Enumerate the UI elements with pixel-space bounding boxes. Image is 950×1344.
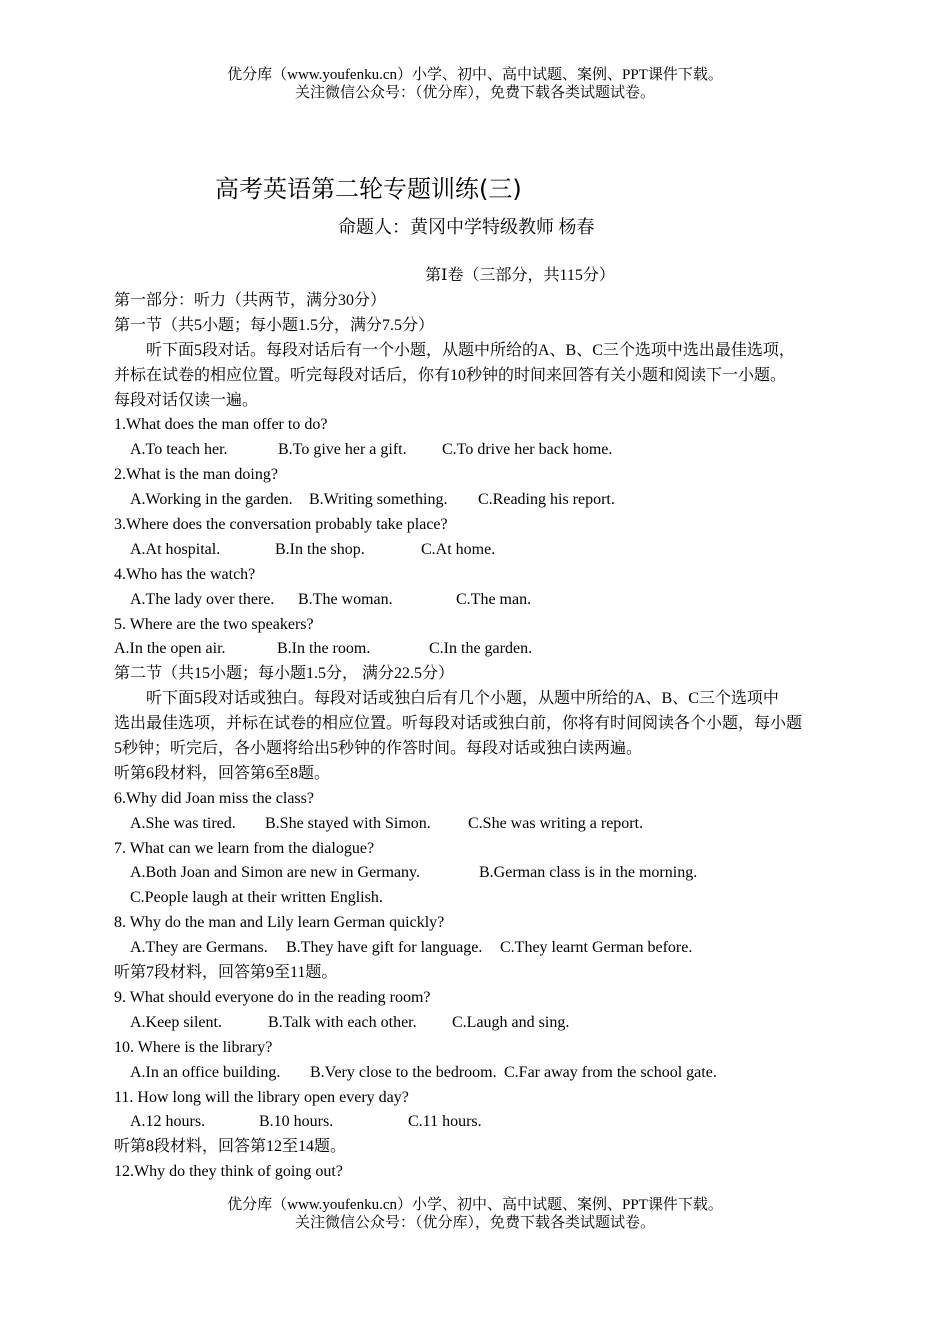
question-options [114, 438, 849, 463]
question-stem: 1.What does the man offer to do? [114, 416, 328, 434]
instruction-line: 5秒钟；听完后，各小题将给出5秒钟的作答时间。每段对话或独白读两遍。 [114, 740, 643, 758]
option-a: A.They are Germans. [130, 939, 268, 957]
header-line-2: 关注微信公众号：（优分库），免费下载各类试题试卷。 [294, 85, 655, 101]
material-heading: 听第6段材料，回答第6至8题。 [114, 764, 331, 782]
question-options [114, 1061, 849, 1086]
question-stem: 10. Where is the library? [114, 1038, 273, 1056]
option-a: A.To teach her. [130, 441, 228, 459]
section-heading: 第一节（共5小题；每小题1.5分，满分7.5分） [114, 316, 435, 334]
option-b: B.In the shop. [275, 540, 365, 558]
question-stem: 3.Where does the conversation probably take place? [114, 516, 448, 534]
option-c: C.Far away from the school gate. [504, 1063, 717, 1081]
option-c: C.They learnt German before. [500, 939, 693, 957]
question-options [114, 936, 849, 961]
instruction-line: 每段对话仅读一遍。 [114, 391, 259, 409]
option-a: A.Keep silent. [130, 1013, 222, 1031]
option-b: B.German class is in the morning. [479, 864, 698, 882]
option-b: B.10 hours. [259, 1113, 334, 1131]
option-c: C.11 hours. [408, 1113, 482, 1131]
option-b: B.Very close to the bedroom. [310, 1063, 497, 1081]
question-stem: 5. Where are the two speakers? [114, 615, 314, 633]
option-a: A.At hospital. [130, 540, 221, 558]
page-footer [0, 1196, 950, 1232]
option-c: C.To drive her back home. [442, 441, 613, 459]
option-a: A.12 hours. [130, 1113, 206, 1131]
instruction-line: 听下面5段对话或独白。每段对话或独白后有几个小题，从题中所给的A、B、C三个选项中 [146, 690, 779, 708]
question-options [114, 1011, 849, 1036]
question-stem: 6.Why did Joan miss the class? [114, 789, 314, 807]
question-options [114, 861, 849, 886]
question-options [114, 1110, 849, 1135]
question-options [114, 637, 849, 662]
option-a: A.Working in the garden. [130, 491, 293, 509]
option-a: A.She was tired. [130, 814, 236, 832]
option-c: C.The man. [456, 590, 532, 608]
question-stem: 11. How long will the library open every day? [114, 1088, 409, 1106]
option-b: B.The woman. [298, 590, 393, 608]
footer-line-2: 关注微信公众号：（优分库），免费下载各类试题试卷。 [294, 1215, 655, 1231]
exam-content [114, 289, 849, 1185]
question-stem: 12.Why do they think of going out? [114, 1163, 343, 1181]
option-c: C.Laugh and sing. [452, 1013, 570, 1031]
option-b: B.She stayed with Simon. [265, 814, 431, 832]
question-options [114, 812, 849, 837]
material-heading: 听第7段材料，回答第9至11题。 [114, 964, 338, 982]
question-options [114, 538, 849, 563]
option-c: C.At home. [421, 540, 496, 558]
question-stem: 4.Who has the watch? [114, 565, 256, 583]
option-c: C.She was writing a report. [468, 814, 644, 832]
document-author: 命题人：黄冈中学特级教师 杨春 [338, 217, 595, 237]
instruction-line: 并标在试卷的相应位置。听完每段对话后，你有10秒钟的时间来回答有关小题和阅读下一小题。 [114, 366, 787, 384]
question-options [114, 588, 849, 613]
page-header [0, 66, 950, 102]
question-stem: 7. What can we learn from the dialogue? [114, 839, 375, 857]
option-b: B.In the room. [277, 640, 371, 658]
section-instructions [114, 339, 849, 414]
option-c: C.Reading his report. [478, 491, 615, 509]
option-c: C.People laugh at their written English. [130, 889, 383, 907]
question-stem: 9. What should everyone do in the reading room? [114, 988, 431, 1006]
section-heading: 第二节（共15小题；每小题1.5分， 满分22.5分） [114, 665, 455, 683]
instruction-line: 听下面5段对话。每段对话后有一个小题，从题中所给的A、B、C三个选项中选出最佳选项， [146, 341, 795, 359]
option-a: A.Both Joan and Simon are new in Germany. [130, 864, 421, 882]
option-a: A.The lady over there. [130, 590, 275, 608]
question-stem: 8. Why do the man and Lily learn German quickly? [114, 914, 445, 932]
volume-heading: 第Ⅰ卷（三部分，共115分） [425, 267, 615, 284]
option-b: B.To give her a gift. [278, 441, 407, 459]
option-b: B.Writing something. [309, 491, 448, 509]
section-instructions [114, 687, 849, 762]
part-heading: 第一部分：听力（共两节，满分30分） [114, 292, 387, 309]
header-line-1: 优分库（www.youfenku.cn）小学、初中、高中试题、案例、PPT课件下载。 [227, 67, 723, 83]
footer-line-1: 优分库（www.youfenku.cn）小学、初中、高中试题、案例、PPT课件下载。 [227, 1197, 723, 1213]
instruction-line: 选出最佳选项，并标在试卷的相应位置。听每段对话或独白前，你将有时间阅读各个小题，每小题 [114, 715, 803, 733]
question-stem: 2.What is the man doing? [114, 466, 278, 484]
option-c: C.In the garden. [429, 640, 533, 658]
document-title: 高考英语第二轮专题训练(三) [215, 175, 522, 203]
material-heading: 听第8段材料，回答第12至14题。 [114, 1138, 347, 1156]
option-a: A.In the open air. [114, 640, 226, 658]
option-b: B.Talk with each other. [268, 1013, 417, 1031]
option-a: A.In an office building. [130, 1063, 281, 1081]
option-b: B.They have gift for language. [286, 939, 483, 957]
question-options [114, 488, 849, 513]
